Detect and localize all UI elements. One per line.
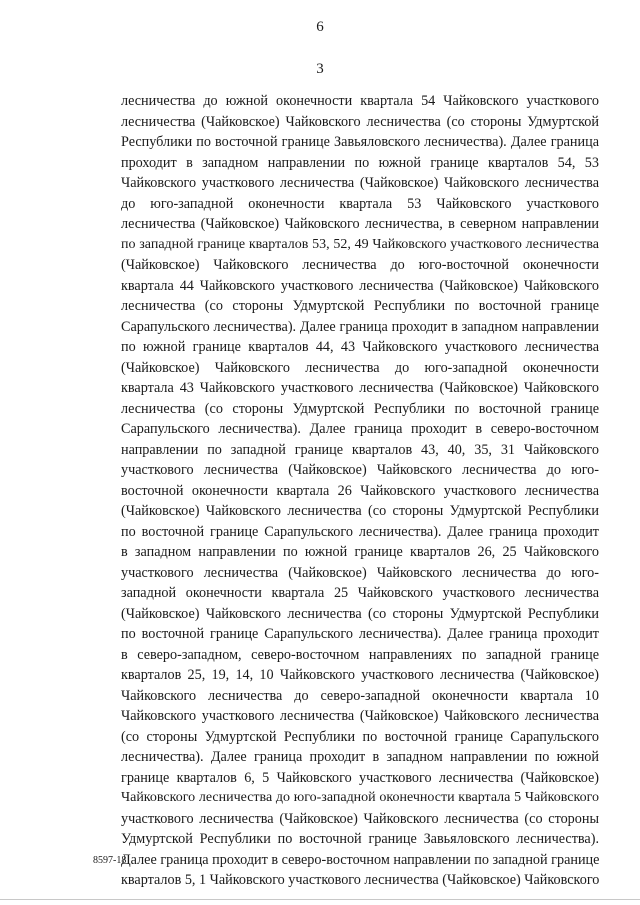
text-line: лесничества (Чайковское) Чайковского лесничества (со стороны Удмуртской <box>121 113 599 130</box>
text-line: Республики по восточной границе Завьяловского лесничества). Далее граница <box>121 134 599 150</box>
text-line: участкового лесничества (Чайковское) Чайковского лесничества до юго- <box>121 462 599 478</box>
text-line: лесничества). Далее граница проходит в западном направлении по южной <box>121 749 599 765</box>
text-line: лесничества (со стороны Удмуртской Республики по восточной границе <box>121 400 599 417</box>
text-line: Сарапульского лесничества). Далее граница проходит в западном направлении <box>121 318 599 335</box>
text-line: западной оконечности квартала 25 Чайковского участкового лесничества <box>121 585 599 601</box>
text-line: границе кварталов 6, 5 Чайковского участкового лесничества (Чайковское) <box>121 769 599 786</box>
text-line: участкового лесничества (Чайковское) Чайковского лесничества (со стороны <box>121 810 599 827</box>
text-line: (Чайковское) Чайковского лесничества (со стороны Удмуртской Республики <box>121 503 599 519</box>
text-line: в северо-западном, северо-восточном направлениях по западной границе <box>121 646 599 663</box>
text-line: направлении по западной границе кварталов 43, 40, 35, 31 Чайковского <box>121 441 599 458</box>
text-line: Чайковского лесничества до юго-западной оконечности квартала 5 Чайковского <box>121 790 599 805</box>
text-line: до юго-западной оконечности квартала 53 Чайковского участкового <box>121 195 599 212</box>
text-line: по восточной границе Сарапульского лесничества). Далее граница проходит <box>121 626 599 642</box>
text-line: Сарапульского лесничества). Далее граница проходит в северо-восточном <box>121 421 599 437</box>
text-line: (со стороны Удмуртской Республики по восточной границе Сарапульского <box>121 728 599 745</box>
text-line: квартала 44 Чайковского участкового лесничества (Чайковское) Чайковского <box>121 277 599 294</box>
text-line: лесничества до южной оконечности квартала 54 Чайковского участкового <box>121 93 599 109</box>
text-line: Удмуртской Республики по восточной границе Завьяловского лесничества). <box>121 831 599 847</box>
text-line: проходит в западном направлении по южной границе кварталов 54, 53 <box>121 154 599 171</box>
text-line: восточной оконечности квартала 26 Чайковского участкового лесничества <box>121 482 599 499</box>
text-line: Чайковского участкового лесничества (Чайковское) Чайковского лесничества <box>121 708 599 724</box>
text-line: квартала 43 Чайковского участкового лесничества (Чайковское) Чайковского <box>121 380 599 396</box>
text-line: (Чайковское) Чайковского лесничества до юго-западной оконечности <box>121 359 599 376</box>
text-line: по восточной границе Сарапульского лесничества). Далее граница проходит <box>121 523 599 540</box>
text-line: по западной границе кварталов 53, 52, 49 Чайковского участкового лесничества <box>121 236 599 252</box>
text-line: Далее граница проходит в северо-восточном направлении по западной границе <box>121 851 600 868</box>
text-line: лесничества (со стороны Удмуртской Республики по восточной границе <box>121 298 599 314</box>
text-line: (Чайковское) Чайковского лесничества до юго-восточной оконечности <box>121 257 599 273</box>
text-line: в западном направлении по южной границе кварталов 26, 25 Чайковского <box>121 544 599 560</box>
inner-page-number: 3 <box>316 61 324 77</box>
text-line: Чайковского участкового лесничества (Чайковское) Чайковского лесничества <box>121 175 599 191</box>
text-line: Чайковского лесничества до северо-западной оконечности квартала 10 <box>121 687 599 704</box>
page-bottom-edge <box>0 899 640 900</box>
text-line: (Чайковское) Чайковского лесничества (со стороны Удмуртской Республики <box>121 605 599 622</box>
text-line: участкового лесничества (Чайковское) Чайковского лесничества до юго- <box>121 564 599 581</box>
text-line: кварталов 25, 19, 14, 10 Чайковского участкового лесничества (Чайковское) <box>121 667 599 683</box>
page-number: 6 <box>316 19 324 35</box>
document-code: 8597-18 <box>93 855 127 866</box>
text-line: лесничества (Чайковское) Чайковского лесничества, в северном направлении <box>121 216 599 232</box>
text-line: по южной границе кварталов 44, 43 Чайковского участкового лесничества <box>121 339 599 355</box>
body-text <box>121 91 599 891</box>
text-line: кварталов 5, 1 Чайковского участкового лесничества (Чайковское) Чайковского <box>121 872 600 888</box>
